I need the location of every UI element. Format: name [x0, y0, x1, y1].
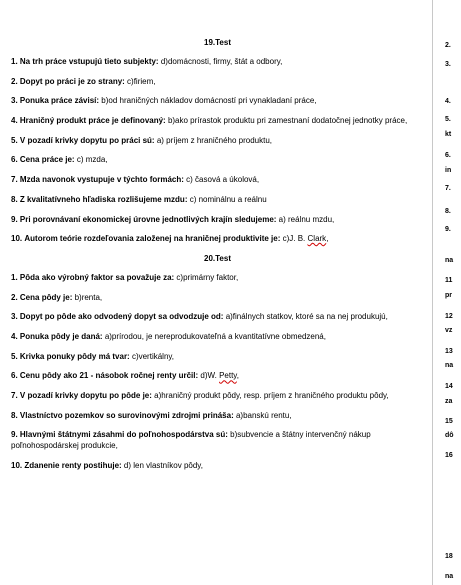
next-page-fragment: 6. [445, 152, 451, 159]
question-number: 7. [11, 175, 18, 185]
next-page-fragment: 3. [445, 61, 451, 68]
question-text: Na trh práce vstupujú tieto subjekty: [19, 57, 159, 66]
question-item [11, 461, 424, 472]
next-page-fragment: 15 [445, 418, 453, 425]
question-item [11, 352, 424, 363]
question-item [11, 77, 424, 88]
answer-text: c) mzda, [74, 155, 108, 165]
question-text: Cena práce je: [19, 155, 75, 165]
question-number: 5. [11, 135, 18, 145]
question-text: Cenu pôdy ako 21 - násobok ročnej renty určil: [19, 371, 199, 381]
next-page-fragment: vz [445, 327, 453, 334]
test-19-title: 19.Test [204, 38, 231, 47]
answer-text: a) reálnu mzdu, [276, 214, 335, 224]
question-text: V pozadí krivky dopytu po pôde je: [19, 391, 152, 400]
question-number: 5. [11, 351, 18, 361]
question-number: 2. [11, 292, 18, 302]
spellcheck-marked-word: Clark [307, 234, 327, 244]
spellcheck-marked-word: Petty [219, 371, 237, 381]
question-item [11, 215, 424, 226]
question-text: Autorom teórie rozdeľovania založenej na hraničnej produktivite je: [24, 234, 281, 244]
question-text: Z kvalitatívneho hľadiska rozlišujeme mzdu: [19, 194, 188, 204]
next-page-fragment: na [445, 573, 454, 580]
next-page-fragment: 2. [445, 42, 451, 49]
question-number: 9. [11, 430, 18, 440]
next-page-fragment: kt [445, 131, 452, 138]
next-page-fragment: 13 [445, 348, 453, 355]
question-number: 7. [11, 391, 18, 400]
answer-text: c)J. B. [280, 234, 308, 244]
question-text: Pôda ako výrobný faktor sa považuje za: [19, 272, 175, 282]
test-19-questions [11, 57, 424, 245]
next-page-fragment: 16 [445, 452, 453, 459]
question-item [11, 411, 424, 422]
next-page-fragment: 8. [445, 208, 451, 215]
question-item [11, 136, 424, 147]
next-page-fragment: 18 [445, 553, 453, 560]
question-item [11, 391, 424, 402]
question-number: 1. [11, 272, 18, 282]
question-item [11, 195, 424, 206]
question-number: 4. [11, 116, 18, 126]
question-number: 6. [11, 155, 18, 165]
question-text: Cena pôdy je: [19, 292, 73, 302]
next-page-fragment: za [445, 398, 453, 405]
next-page-fragment: dô [445, 432, 454, 439]
question-item [11, 234, 424, 245]
question-item [11, 155, 424, 166]
answer-text: b)subvencie a štátny intervenčný nákup poľnohospodárskej produkcie, [11, 430, 371, 450]
answer-text: a) príjem z hraničného produktu, [154, 135, 273, 145]
question-number: 4. [11, 331, 18, 341]
answer-text: b)od hraničných nákladov domácností pri vynakladaní práce, [99, 96, 317, 106]
next-page-fragment: na [445, 362, 454, 369]
question-number: 8. [11, 194, 18, 204]
question-text: Dopyt po práci je zo strany: [19, 76, 125, 86]
question-item [11, 430, 424, 451]
question-text: Ponuka pôdy je daná: [19, 331, 103, 341]
next-page-fragment: 4. [445, 98, 451, 105]
answer-end: , [236, 371, 239, 381]
answer-text: a)banskú rentu, [233, 410, 292, 420]
next-page-fragment: 11 [445, 277, 453, 284]
question-text: Ponuka práce závisí: [19, 96, 100, 106]
answer-text: a)finálnych statkov, ktoré sa na nej produkujú, [223, 312, 388, 322]
answer-text: c)primárny faktor, [174, 272, 239, 282]
answer-text: a)hraničný produkt pôdy, resp. príjem z hraničného produktu pôdy, [151, 391, 389, 400]
next-page-fragment: in [445, 167, 452, 174]
next-page-fragment: na [445, 257, 454, 264]
answer-text: d) len vlastníkov pôdy, [121, 460, 203, 470]
question-text: Vlastníctvo pozemkov so surovinovými zdrojmi prináša: [19, 410, 234, 420]
next-page-fragment: 9. [445, 226, 451, 233]
test-20-questions [11, 273, 424, 471]
question-text: Zdanenie renty postihuje: [24, 460, 122, 470]
question-item [11, 312, 424, 323]
question-text: Pri porovnávaní ekonomickej úrovne jednotlivých krajín sledujeme: [19, 214, 277, 224]
question-item [11, 273, 424, 284]
question-text: Mzda navonok vystupuje v týchto formách: [19, 175, 184, 185]
question-number: 2. [11, 76, 18, 86]
next-page-fragment: 5. [445, 116, 451, 123]
question-item [11, 332, 424, 343]
answer-text: d)domácnosti, firmy, štát a odbory, [158, 57, 283, 66]
question-number: 1. [11, 57, 18, 66]
answer-text: d)W. [198, 371, 220, 381]
question-item [11, 175, 424, 186]
answer-text: c) nominálnu a reálnu [187, 194, 267, 204]
question-text: Krivka ponuky pôdy má tvar: [19, 351, 130, 361]
question-text: Hraničný produkt práce je definovaný: [19, 116, 166, 126]
question-item [11, 96, 424, 107]
question-item [11, 57, 424, 68]
answer-text: c)firiem, [124, 76, 156, 86]
answer-text: a)prírodou, je nereprodukovateľná a kvantitatívne obmedzená, [102, 331, 326, 341]
question-number: 6. [11, 371, 18, 381]
question-text: Hlavnými štátnymi zásahmi do poľnohospodárstva sú: [19, 430, 228, 440]
answer-text: b)renta, [72, 292, 103, 302]
question-item [11, 371, 424, 382]
question-number: 3. [11, 96, 18, 106]
question-number: 3. [11, 312, 18, 322]
question-text: Dopyt po pôde ako odvodený dopyt sa odvodzuje od: [19, 312, 224, 322]
answer-end: , [326, 234, 329, 244]
question-number: 10. [11, 234, 23, 244]
question-item [11, 116, 424, 127]
question-number: 9. [11, 214, 18, 224]
question-number: 10. [11, 460, 23, 470]
question-number: 8. [11, 410, 18, 420]
next-page-fragment: pr [445, 292, 452, 299]
answer-text: c) časová a úkolová, [183, 175, 260, 185]
answer-text: c)vertikálny, [129, 351, 175, 361]
question-item [11, 293, 424, 304]
next-page-fragment: 7. [445, 185, 451, 192]
question-text: V pozadí krivky dopytu po práci sú: [19, 135, 155, 145]
test-20-title: 20.Test [204, 253, 231, 263]
next-page-fragment: 12 [445, 313, 453, 320]
next-page-fragment: 14 [445, 383, 453, 390]
answer-text: b)ako prírastok produktu pri zamestnaní dodatočnej jednotky práce, [165, 116, 408, 126]
